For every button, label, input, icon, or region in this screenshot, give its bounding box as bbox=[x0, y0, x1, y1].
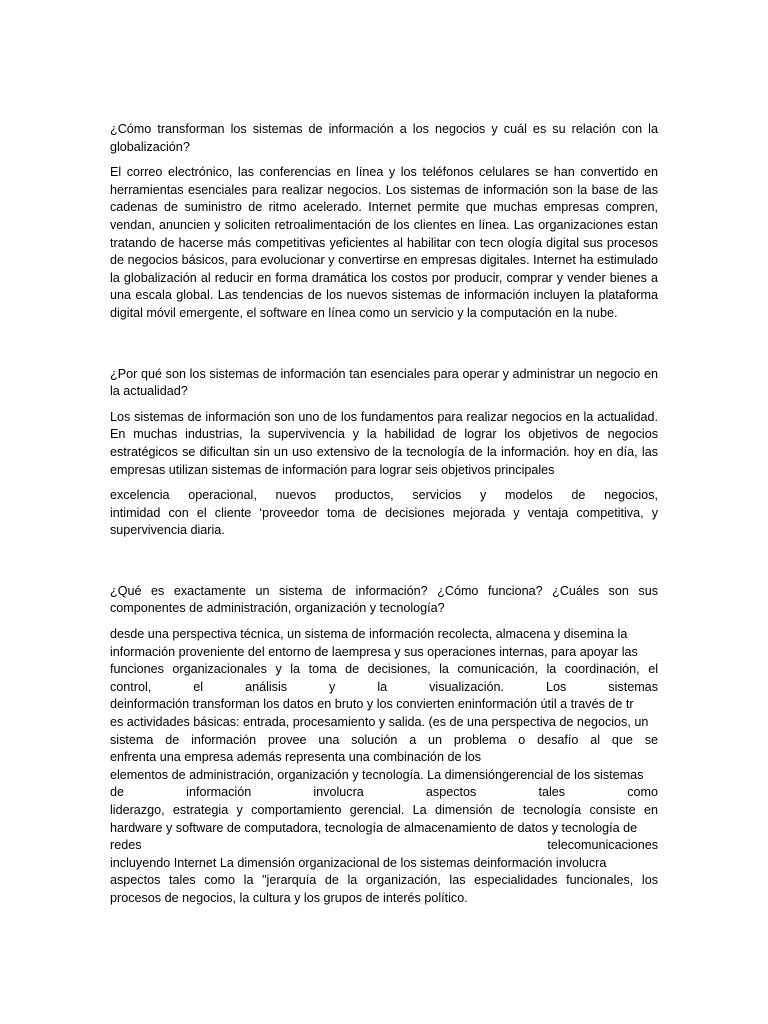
objectives-block bbox=[110, 487, 658, 540]
answer-what-is-system bbox=[110, 626, 658, 908]
objectives-line: excelencia operacional, nuevos productos, servicios y modelos de negocios, bbox=[110, 488, 658, 503]
objectives-line: intimidad con el cliente ‘proveedor toma de decisiones mejorada y ventaja competitiva, y bbox=[110, 505, 658, 520]
answer-line: de información involucra aspectos tales como bbox=[110, 785, 658, 800]
answer-line: funciones organizacionales y la toma de decisiones, la comunicación, la coordinación, el bbox=[110, 662, 658, 677]
answer-line: información proveniente del entorno de laempresa y sus operaciones internas, para apoyar las bbox=[110, 644, 638, 659]
answer-line: enfrenta una empresa además representa una combinación de los bbox=[110, 750, 482, 765]
answer-line: control, el análisis y la visualización. Los sistemas bbox=[110, 679, 658, 694]
answer-line: incluyendo Internet La dimensión organizacional de los sistemas deinformación involucra bbox=[110, 855, 607, 870]
answer-line: sistema de información provee una solución a un problema o desafío al que se bbox=[110, 732, 658, 747]
document-body bbox=[110, 121, 658, 908]
answer-line: redes telecomunicaciones bbox=[110, 838, 658, 853]
question-essential-systems: ¿Por qué son los sistemas de información tan esenciales para operar y administrar un negocio en la actualidad? bbox=[110, 366, 658, 399]
answer-line: es actividades básicas: entrada, procesamiento y salida. (es de una perspectiva de negocios, un bbox=[110, 715, 649, 730]
answer-line: deinformación transforman los datos en bruto y los convierten eninformación útil a través de tr bbox=[110, 697, 634, 712]
answer-line: aspectos tales como la "jerarquía de la organización, las especialidades funcionales, los bbox=[110, 873, 658, 888]
answer-line: hardware y software de computadora, tecnología de almacenamiento de datos y tecnología de bbox=[110, 820, 638, 835]
answer-line: procesos de negocios, la cultura y los grupos de interés político. bbox=[110, 890, 468, 905]
objectives-line: supervivencia diaria. bbox=[110, 523, 225, 538]
answer-line: elementos de administración, organización y tecnología. La dimensióngerencial de los sistemas bbox=[110, 767, 644, 782]
answer-line: desde una perspectiva técnica, un sistema de información recolecta, almacena y disemina la bbox=[110, 627, 628, 642]
question-what-is-system: ¿Qué es exactamente un sistema de información? ¿Cómo funciona? ¿Cuáles son sus componentes de administración, organización y tecnología? bbox=[110, 583, 658, 616]
answer-line: liderazgo, estrategia y comportamiento gerencial. La dimensión de tecnología consiste en bbox=[110, 803, 658, 817]
answer-essential-systems: Los sistemas de información son uno de los fundamentos para realizar negocios en la actualidad. En muchas industrias, la supervivencia y la habilidad de lograr los objetivos de negocios estratégicos se dificultan sin un uso extensivo de la tecnología de la información. hoy en día, las empresas utilizan sistemas de información para lograr seis objetivos principales bbox=[110, 409, 658, 477]
answer-globalization: El correo electrónico, las conferencias en línea y los teléfonos celulares se han convertido en herramientas esenciales para realizar negocios. Los sistemas de información son la base de las cadenas de suministro de ritmo acelerado. Internet permite que muchas empresas compren, vendan, anuncien y soliciten retroalimentación de los clientes en línea. Las organizaciones estan tratando de hacerse más competitivas yeficientes al habilitar con tecn ología digital sus procesos de negocios básicos, para evolucionar y convertirse en empresas digitales. Internet ha estimulado la globalización al reducir en forma dramática los costos por producir, comprar y vender bienes a una escala global. Las tendencias de los nuevos sistemas de información incluyen la plataforma digital móvil emergente, el software en línea como un servicio y la computación en la nube. bbox=[110, 165, 658, 320]
question-globalization: ¿Cómo transforman los sistemas de información a los negocios y cuál es su relación con la globalización? bbox=[110, 122, 658, 154]
